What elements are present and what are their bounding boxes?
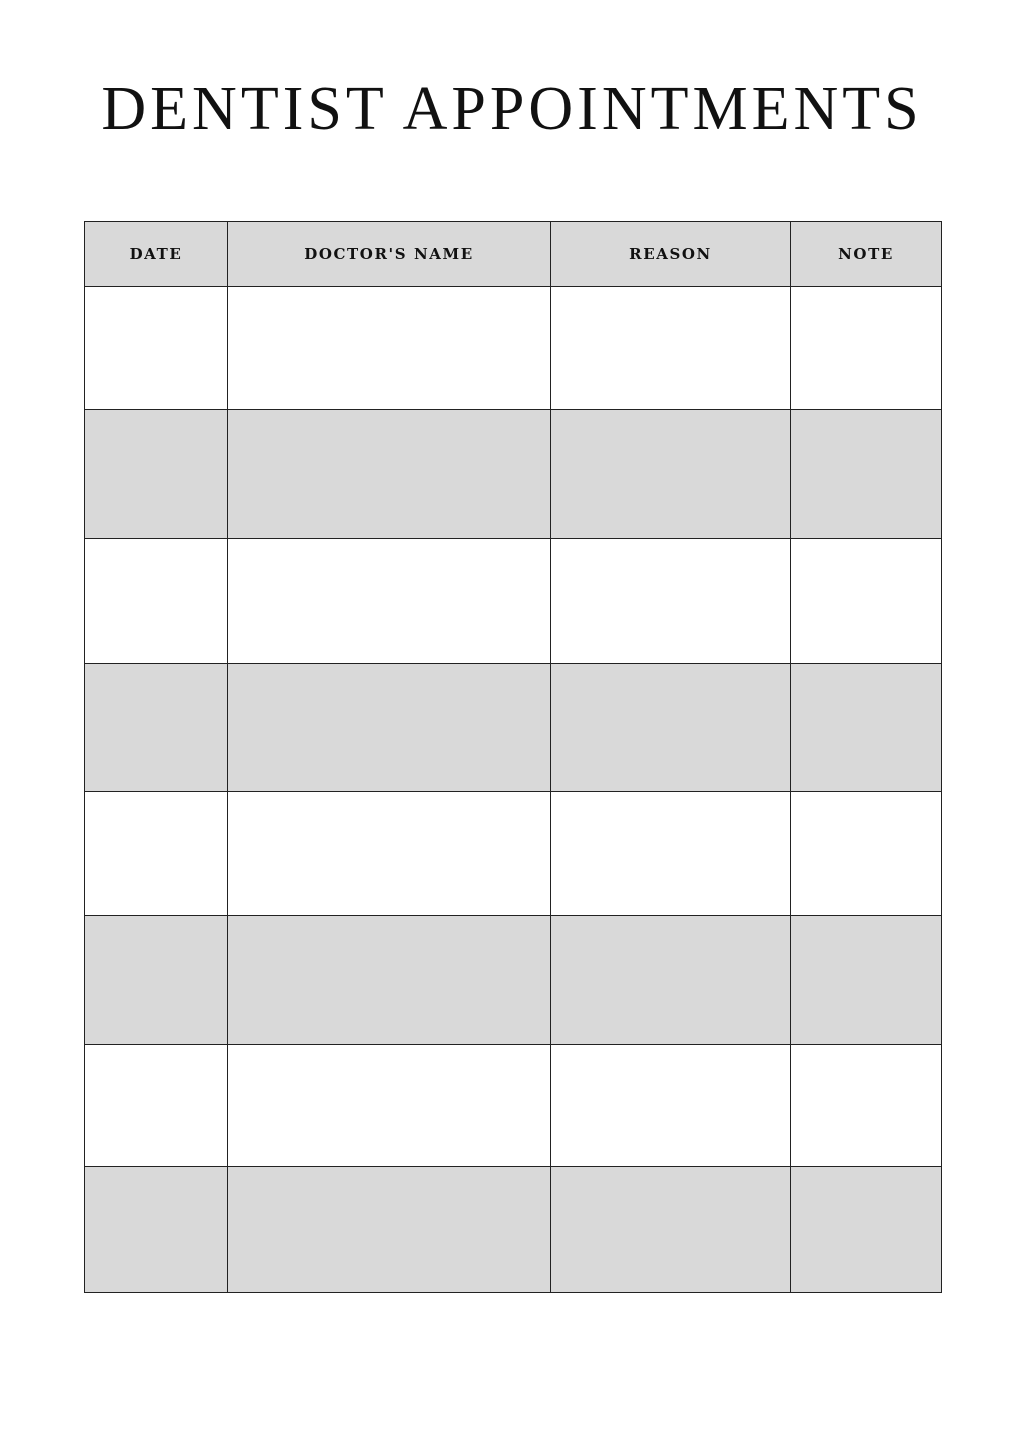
table-header-row: [85, 222, 942, 287]
reason-cell[interactable]: [551, 1045, 791, 1167]
date-cell[interactable]: [85, 539, 228, 664]
note-cell[interactable]: [791, 539, 942, 664]
note-cell[interactable]: [791, 1045, 942, 1167]
reason-cell[interactable]: [551, 916, 791, 1045]
note-cell[interactable]: [791, 1167, 942, 1293]
column-header-note: NOTE: [791, 222, 942, 287]
table-row: [85, 1167, 942, 1293]
reason-cell[interactable]: [551, 792, 791, 916]
table-row: [85, 410, 942, 539]
doctor-name-cell[interactable]: [228, 792, 551, 916]
date-cell[interactable]: [85, 1045, 228, 1167]
date-cell[interactable]: [85, 410, 228, 539]
date-cell[interactable]: [85, 792, 228, 916]
doctor-name-cell[interactable]: [228, 1167, 551, 1293]
table-row: [85, 792, 942, 916]
note-cell[interactable]: [791, 916, 942, 1045]
note-cell[interactable]: [791, 287, 942, 410]
doctor-name-cell[interactable]: [228, 410, 551, 539]
date-cell[interactable]: [85, 664, 228, 792]
reason-cell[interactable]: [551, 539, 791, 664]
date-cell[interactable]: [85, 1167, 228, 1293]
reason-cell[interactable]: [551, 410, 791, 539]
doctor-name-cell[interactable]: [228, 916, 551, 1045]
date-cell[interactable]: [85, 287, 228, 410]
column-header-date: DATE: [85, 222, 228, 287]
table-row: [85, 916, 942, 1045]
doctor-name-cell[interactable]: [228, 1045, 551, 1167]
column-header-reason: REASON: [551, 222, 791, 287]
table-row: [85, 539, 942, 664]
page-title: DENTIST APPOINTMENTS: [101, 75, 923, 143]
reason-cell[interactable]: [551, 287, 791, 410]
doctor-name-cell[interactable]: [228, 539, 551, 664]
column-header-doctors-name: DOCTOR'S NAME: [228, 222, 551, 287]
table-row: [85, 1045, 942, 1167]
appointments-table: [84, 221, 942, 1293]
date-cell[interactable]: [85, 916, 228, 1045]
doctor-name-cell[interactable]: [228, 287, 551, 410]
reason-cell[interactable]: [551, 1167, 791, 1293]
reason-cell[interactable]: [551, 664, 791, 792]
note-cell[interactable]: [791, 410, 942, 539]
table-row: [85, 664, 942, 792]
doctor-name-cell[interactable]: [228, 664, 551, 792]
table-row: [85, 287, 942, 410]
note-cell[interactable]: [791, 792, 942, 916]
note-cell[interactable]: [791, 664, 942, 792]
